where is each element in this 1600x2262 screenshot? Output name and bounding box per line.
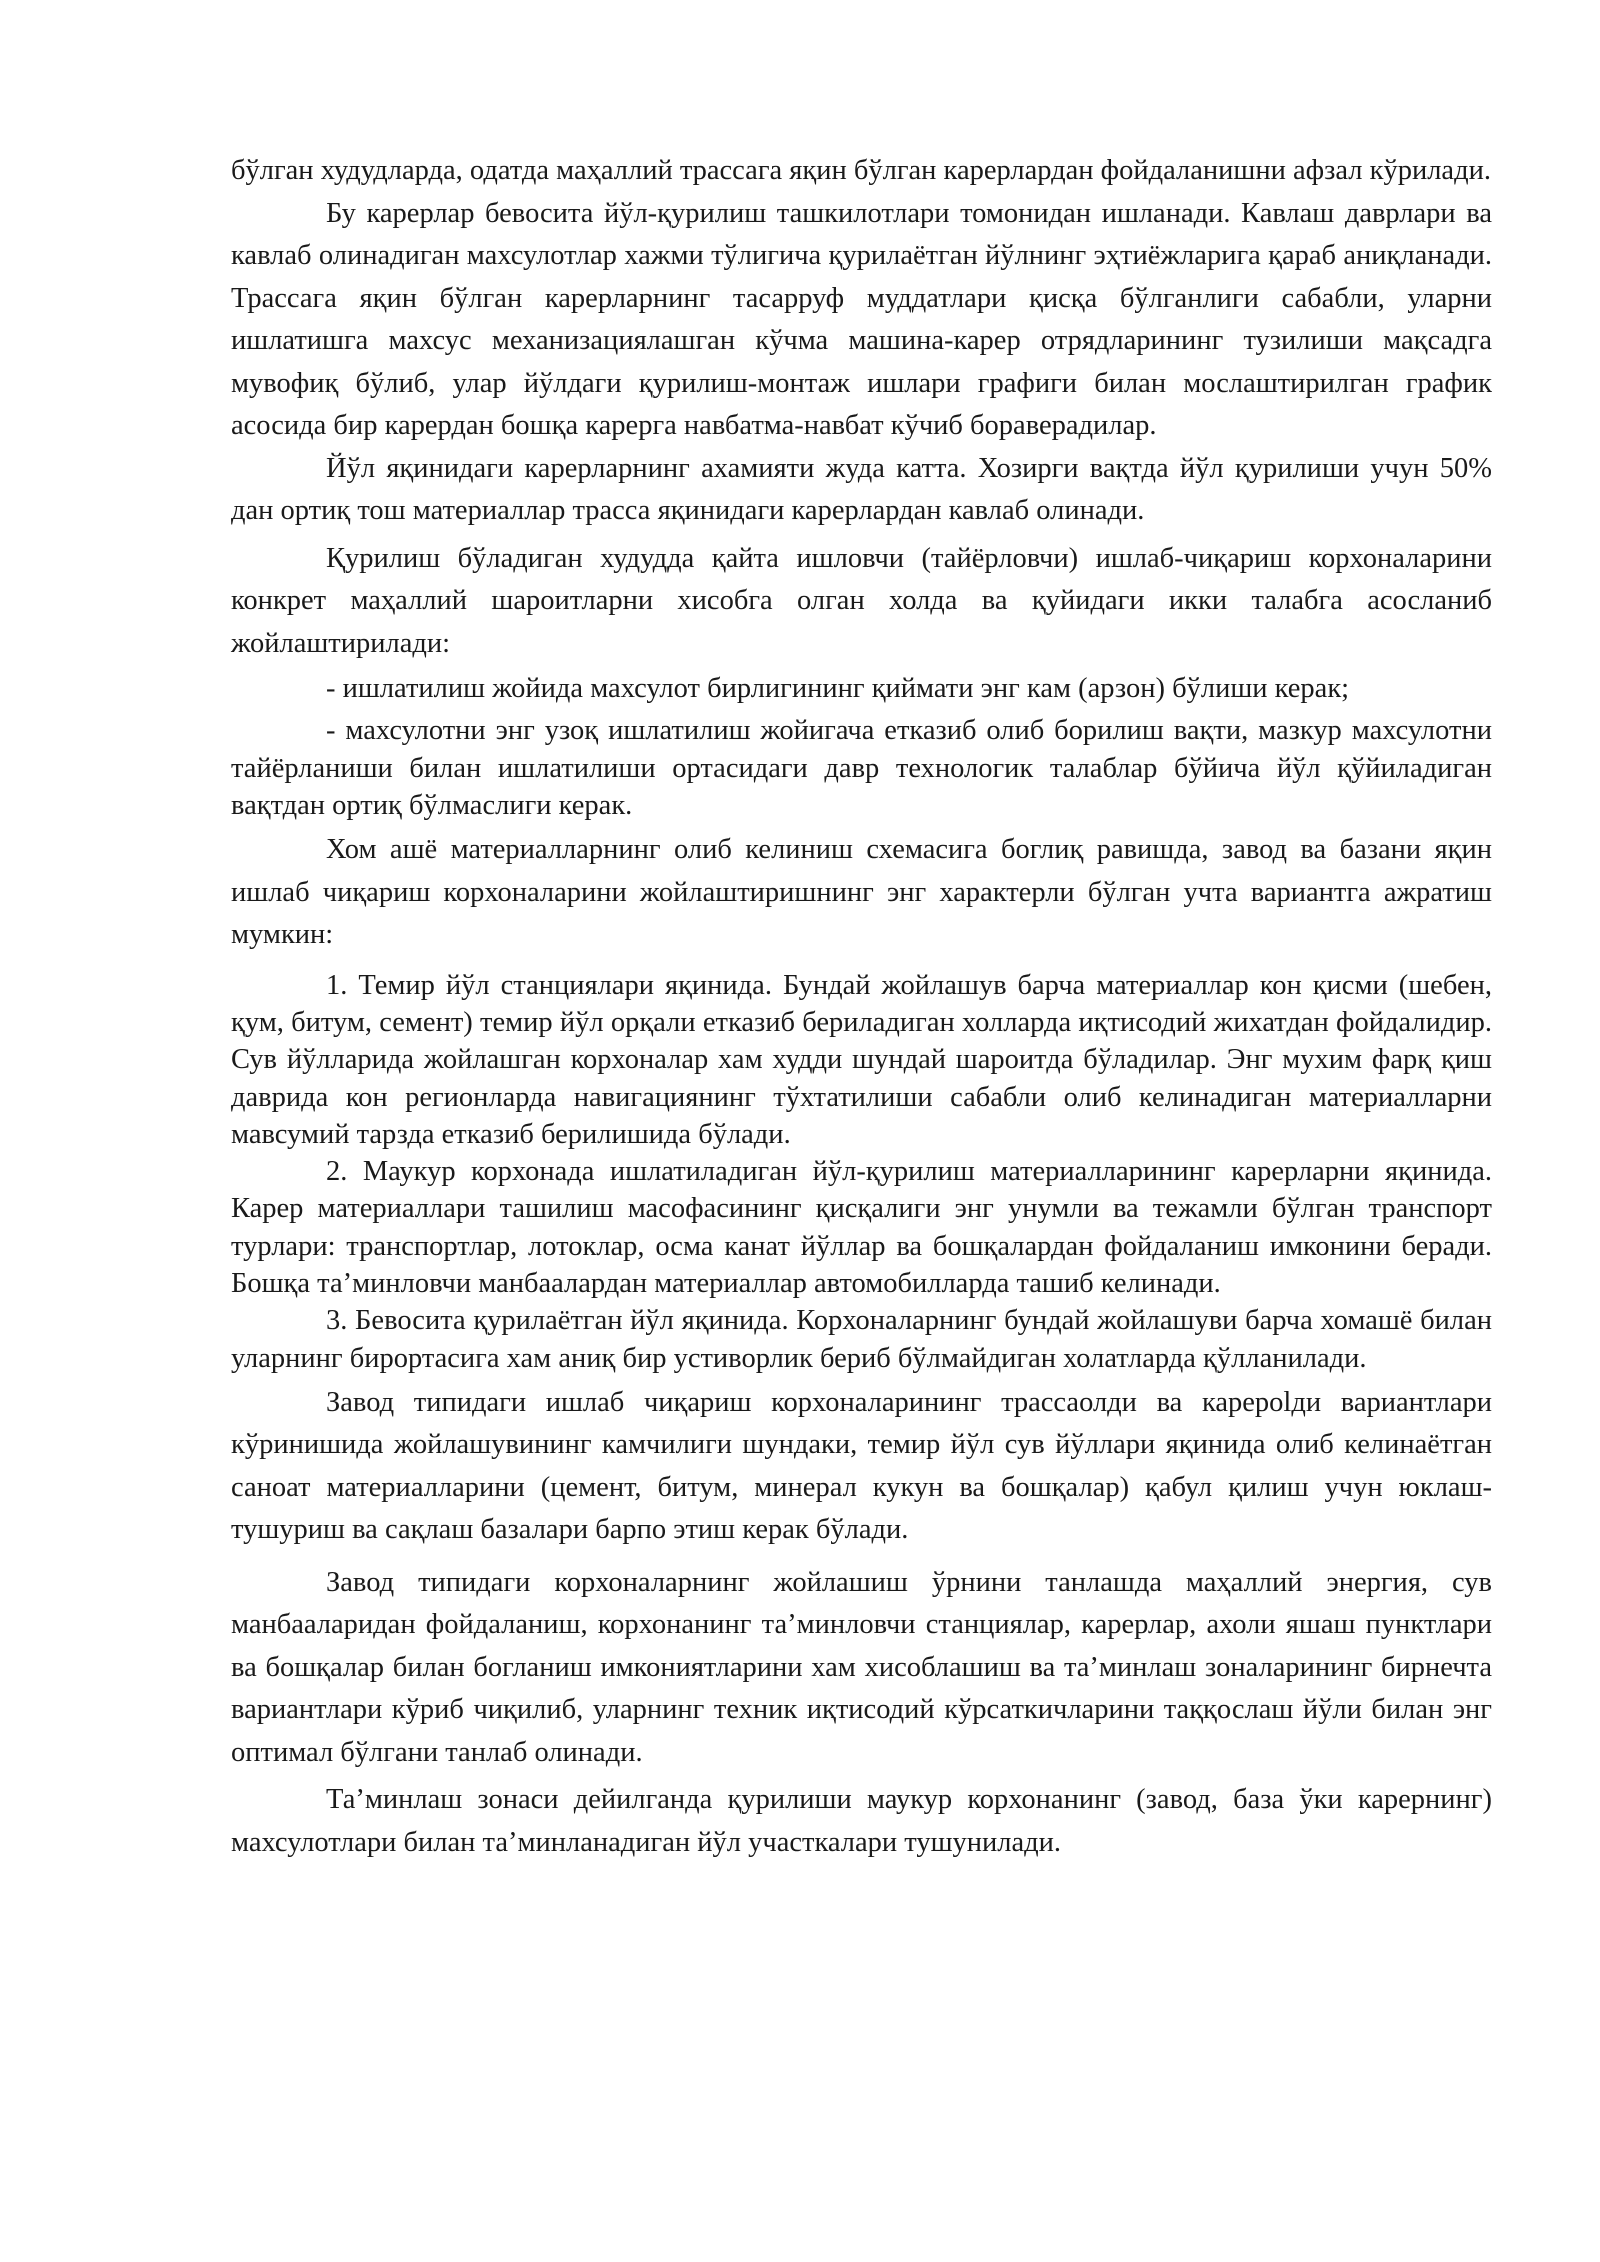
paragraph-supply-zone-definition: Та’минлаш зонаси дейилганда қурилиши маукур корхонанинг (завод, база ўки карернинг) махсулотлари билан та’минланадиган йўл участкалари тушунилади. — [231, 1784, 1492, 1858]
paragraph-quarry-importance: Йўл яқинидаги карерларнинг ахамияти жуда катта. Хозирги вақтда йўл қурилиши учун 50% дан ортиқ тош материаллар трасса яқинидаги карерлардан кавлаб олинади. — [231, 452, 1492, 526]
paragraph-site-selection: Завод типидаги корхоналарнинг жойлашиш ўрнини танлашда маҳаллий энергия, сув манбааларидан фойдаланиш, корхонанинг та’минловчи станциялар, карерлар, ахоли яшаш пунктлари ва бошқалар билан богланиш имкониятларини хам хисоблашиш ва та’минлаш зоналарининг бирнечта вариантлари кўриб чиқилиб, уларнинг техник иқтисодий кўрсаткичларини таққослаш йўли билан энг оптимал бўлгани танлаб олинади. — [231, 1566, 1492, 1768]
paragraph-plant-drawbacks: Завод типидаги ишлаб чиқариш корхоналарининг трассаолди ва карерolди вариантлари кўринишида жойлашувининг камчилиги шундаки, темир йўл сув йўллари яқинида олиб келинаётган саноат материалларини (цемент, битум, минерал кукун ва бошқалар) қабул қилиш учун юклаш-тушуриш ва сақлаш базалари барпо этиш керак бўлади. — [231, 1386, 1492, 1546]
list-item-variant-road: 3. Бевосита қурилаётган йўл яқинида. Корхоналарнинг бундай жойлашуви барча хомашё билан уларнинг бирортасига хам аниқ бир устиворлик бериб бўлмайдиган холатларда қўлланилади. — [231, 1305, 1492, 1374]
paragraph-placement-variants: Хом ашё материалларнинг олиб келиниш схемасига боглиқ равишда, завод ва базани яқин ишлаб чиқариш корхоналарини жойлаштиришнинг энг характерли бўлган учта вариантга ажратиш мумкин: — [231, 834, 1492, 951]
paragraph-quarries-management: Бу карерлар бевосита йўл-қурилиш ташкилотлари томонидан ишланади. Кавлаш даврлари ва кавлаб олинадиган махсулотлар хажми тўлигича қурилаётган йўлнинг эҳтиёжларига қараб аниқланади. Трассага яқин бўлган карерларнинг тасарруф муддатлари қисқа бўлганлиги сабабли, уларни ишлатишга махсус механизациялашган кўчма машина-карер отрядларининг тузилиши мақсадга мувофиқ бўлиб, улар йўлдаги қурилиш-монтаж ишлари графиги билан мослаштирилган график асосида бир карердан бошқа карерга навбатма-навбат кўчиб бораверадилар. — [231, 197, 1492, 441]
list-item-delivery-time-requirement: - махсулотни энг узоқ ишлатилиш жойигача етказиб олиб борилиш вақти, мазкур махсулотни тайёрланиши билан ишлатилиши ортасидаги давр технологик талаблар бўйича йўл қўйиладиган вақтдан ортиқ бўлмаслиги керак. — [231, 715, 1492, 821]
paragraph-continuation: бўлган худудларда, одатда маҳаллий трассага яқин бўлган карерлардан фойдаланишни афзал кўрилади. — [231, 155, 1491, 186]
list-item-variant-railway: 1. Темир йўл станциялари яқинида. Бундай жойлашув барча материаллар кон қисми (шебен, қум, битум, семент) темир йўл орқали етказиб бериладиган холларда иқтисодий жихатдан фойдалидир. Сув йўлларида жойлашган корхоналар хам худди шундай шароитда бўладилар. Энг мухим фарқ қиш даврида кон регионларда навигациянинг тўхтатилиши сабабли олиб келинадиган материалларни мавсумий тарзда етказиб берилишида бўлади. — [231, 969, 1492, 1150]
document-page — [231, 150, 1492, 1864]
list-item-variant-quarry: 2. Маукур корхонада ишлатиладиган йўл-қурилиш материалларининг карерларни яқинида. Карер материаллари ташилиш масофасининг қисқалиги энг унумли ва тежамли бўлган транспорт турлари: транспортлар, лотоклар, осма канат йўллар ва бошқалардан фойдаланиш имконини беради. Бошқа та’минловчи манбаалардан материаллар автомобилларда ташиб келинади. — [231, 1156, 1492, 1300]
list-item-cost-requirement: - ишлатилиш жойида махсулот бирлигининг қиймати энг кам (арзон) бўлиши керак; — [326, 673, 1350, 704]
paragraph-enterprise-placement: Қурилиш бўладиган худудда қайта ишловчи (тайёрловчи) ишлаб-чиқариш корхоналарини конкрет маҳаллий шароитларни хисобга олган холда ва қуйидаги икки талабга асосланиб жойлаштирилади: — [231, 542, 1492, 659]
